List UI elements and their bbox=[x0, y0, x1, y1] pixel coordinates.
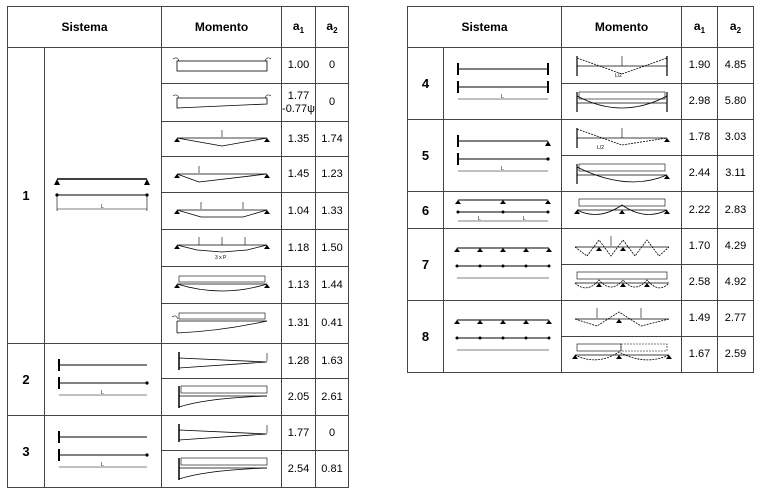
a1-value: 2.22 bbox=[682, 192, 718, 229]
system-number: 1 bbox=[8, 48, 45, 344]
system-number: 2 bbox=[8, 344, 45, 416]
a1-subscript: 1 bbox=[299, 26, 305, 35]
a1-value: 1.45 bbox=[282, 157, 316, 193]
a2-value: 3.03 bbox=[718, 120, 754, 156]
table-row bbox=[408, 192, 754, 229]
propped-cantilever-diagram bbox=[453, 131, 553, 181]
a1-value: 1.35 bbox=[282, 122, 316, 157]
a1-value: 1.13 bbox=[282, 267, 316, 304]
a2-value: 5.80 bbox=[718, 84, 754, 120]
three-loads-label: 3 x P bbox=[214, 255, 226, 261]
system-number: 8 bbox=[408, 301, 444, 373]
a2-value: 1.74 bbox=[316, 122, 349, 157]
simply-supported-beam-diagram bbox=[53, 171, 153, 221]
a2-subscript: 2 bbox=[333, 26, 338, 35]
a2-value: 4.85 bbox=[718, 48, 754, 84]
a2-value: 0.81 bbox=[316, 451, 349, 488]
two-span-distributed-icon bbox=[567, 197, 677, 223]
table-row bbox=[408, 301, 754, 337]
a2-header bbox=[718, 7, 754, 48]
end-moments-psi-icon bbox=[167, 92, 277, 114]
fixed-fixed-diagram bbox=[453, 59, 553, 109]
end-moments-icon bbox=[167, 55, 277, 77]
two-point-loads-icon bbox=[167, 200, 277, 222]
a1-value: 1.67 bbox=[682, 337, 718, 373]
table-row bbox=[408, 229, 754, 265]
moment-diagram-multispan-point-alt bbox=[562, 301, 682, 337]
span-label: L bbox=[101, 461, 104, 468]
propped-point-icon bbox=[567, 126, 677, 150]
moment-diagram-cantilever-point bbox=[162, 416, 282, 451]
propped-distributed-icon bbox=[567, 162, 677, 186]
sistema-header: Sistema bbox=[408, 7, 562, 48]
a2-value: 0.41 bbox=[316, 304, 349, 344]
system-diagram-fixed-fixed bbox=[444, 48, 562, 120]
distributed-load-icon bbox=[167, 274, 277, 296]
coefficient-table-right bbox=[407, 6, 754, 373]
multispan-point-icon bbox=[567, 234, 677, 260]
moment-diagram-propped-distributed bbox=[562, 156, 682, 192]
coefficient-table-left bbox=[7, 6, 349, 488]
moment-diagram-multispan-point bbox=[562, 229, 682, 265]
cantilever-distributed-icon bbox=[167, 384, 277, 410]
cantilever-distributed-icon bbox=[167, 456, 277, 482]
a1-value: 2.58 bbox=[682, 265, 718, 301]
a2-value: 2.77 bbox=[718, 301, 754, 337]
moment-diagram-distributed-end-moment bbox=[162, 304, 282, 344]
system-diagram-multispan-alt bbox=[444, 301, 562, 373]
two-span-diagram bbox=[453, 194, 553, 226]
a2-symbol: a bbox=[326, 19, 334, 33]
moment-diagram-point-offset bbox=[162, 157, 282, 193]
a1-value: 1.70 bbox=[682, 229, 718, 265]
a1-value: 1.28 bbox=[282, 344, 316, 379]
fixed-point-icon bbox=[567, 54, 677, 78]
momento-header: Momento bbox=[562, 7, 682, 48]
a1-symbol: a bbox=[693, 19, 701, 33]
a1-header bbox=[282, 7, 316, 48]
a1-value: 2.98 bbox=[682, 84, 718, 120]
a2-value: 0 bbox=[316, 48, 349, 84]
a2-value: 3.11 bbox=[718, 156, 754, 192]
a1-value: 1.90 bbox=[682, 48, 718, 84]
system-diagram-cantilever-propped bbox=[45, 416, 162, 488]
moment-diagram-end-moments-psi bbox=[162, 84, 282, 122]
system-number: 5 bbox=[408, 120, 444, 192]
a2-value: 0 bbox=[316, 416, 349, 451]
moment-diagram-multispan-distributed-alt bbox=[562, 337, 682, 373]
a2-value: 0 bbox=[316, 84, 349, 122]
multispan-distributed-alt-icon bbox=[567, 342, 677, 368]
multispan-distributed-icon bbox=[567, 270, 677, 296]
table-row bbox=[408, 48, 754, 84]
system-diagram-two-span bbox=[444, 192, 562, 229]
system-number: 6 bbox=[408, 192, 444, 229]
a1-value: 1.78 bbox=[682, 120, 718, 156]
a2-symbol: a bbox=[729, 19, 737, 33]
a2-value: 1.63 bbox=[316, 344, 349, 379]
cantilever-propped-diagram bbox=[53, 429, 153, 475]
a2-value: 4.92 bbox=[718, 265, 754, 301]
span-label: L bbox=[500, 165, 504, 172]
half-span-label: L/2 bbox=[596, 144, 604, 150]
a1-header bbox=[682, 7, 718, 48]
a1-value: 1.77 -0.77ψ bbox=[282, 84, 316, 122]
header-row bbox=[8, 7, 349, 48]
system-diagram-propped bbox=[444, 120, 562, 192]
moment-diagram-cantilever-point bbox=[162, 344, 282, 379]
moment-diagram-cantilever-distributed bbox=[162, 379, 282, 416]
a1-value: 2.54 bbox=[282, 451, 316, 488]
a1-value: 1.49 bbox=[682, 301, 718, 337]
moment-diagram-point-center bbox=[162, 122, 282, 157]
a1-value: 2.05 bbox=[282, 379, 316, 416]
system-diagram-simply-supported bbox=[45, 48, 162, 344]
moment-diagram-cantilever-distributed bbox=[162, 451, 282, 488]
span-label: L bbox=[101, 203, 104, 210]
table-row bbox=[8, 416, 349, 451]
system-diagram-multispan bbox=[444, 229, 562, 301]
moment-diagram-multispan-distributed bbox=[562, 265, 682, 301]
a1-value: 1.18 bbox=[282, 230, 316, 267]
momento-header: Momento bbox=[162, 7, 282, 48]
a2-value: 2.61 bbox=[316, 379, 349, 416]
a1-subscript: 1 bbox=[700, 26, 706, 35]
three-point-loads-icon bbox=[167, 235, 277, 261]
table-row bbox=[8, 344, 349, 379]
multispan-alt-diagram bbox=[453, 312, 553, 362]
cantilever-point-icon bbox=[167, 422, 277, 444]
moment-diagram-two-loads bbox=[162, 193, 282, 230]
moment-diagram-three-loads bbox=[162, 230, 282, 267]
fixed-distributed-icon bbox=[567, 90, 677, 114]
a1-value: 1.04 bbox=[282, 193, 316, 230]
a1-value: 1.31 bbox=[282, 304, 316, 344]
span-label: L bbox=[101, 389, 104, 396]
a2-value: 4.29 bbox=[718, 229, 754, 265]
table-row bbox=[408, 120, 754, 156]
moment-diagram-propped-point bbox=[562, 120, 682, 156]
span-label: L bbox=[477, 216, 481, 222]
system-diagram-cantilever bbox=[45, 344, 162, 416]
moment-diagram-fixed-point bbox=[562, 48, 682, 84]
moment-diagram-end-moments bbox=[162, 48, 282, 84]
a1-value: 1.77 bbox=[282, 416, 316, 451]
a2-value: 1.23 bbox=[316, 157, 349, 193]
a1-value: 1.00 bbox=[282, 48, 316, 84]
a2-value: 2.83 bbox=[718, 192, 754, 229]
system-number: 3 bbox=[8, 416, 45, 488]
a1-symbol: a bbox=[292, 19, 300, 33]
a2-value: 1.44 bbox=[316, 267, 349, 304]
point-load-center-icon bbox=[167, 128, 277, 150]
a2-value: 1.50 bbox=[316, 230, 349, 267]
sistema-header: Sistema bbox=[8, 7, 162, 48]
cantilever-diagram bbox=[53, 357, 153, 403]
multispan-diagram bbox=[453, 240, 553, 290]
moment-diagram-distributed bbox=[162, 267, 282, 304]
a1-value: 2.44 bbox=[682, 156, 718, 192]
half-span-label: L/2 bbox=[614, 72, 622, 78]
a2-header bbox=[316, 7, 349, 48]
a2-subscript: 2 bbox=[736, 26, 742, 35]
multispan-point-alt-icon bbox=[567, 306, 677, 332]
distributed-end-moment-icon bbox=[167, 311, 277, 337]
a2-value: 1.33 bbox=[316, 193, 349, 230]
table-row bbox=[8, 48, 349, 84]
span-label: L bbox=[500, 93, 504, 100]
moment-diagram-fixed-distributed bbox=[562, 84, 682, 120]
moment-diagram-two-span bbox=[562, 192, 682, 229]
span-label: L bbox=[522, 216, 526, 222]
point-load-offset-icon bbox=[167, 164, 277, 186]
system-number: 4 bbox=[408, 48, 444, 120]
a2-value: 2.59 bbox=[718, 337, 754, 373]
header-row bbox=[408, 7, 754, 48]
system-number: 7 bbox=[408, 229, 444, 301]
cantilever-point-icon bbox=[167, 350, 277, 372]
